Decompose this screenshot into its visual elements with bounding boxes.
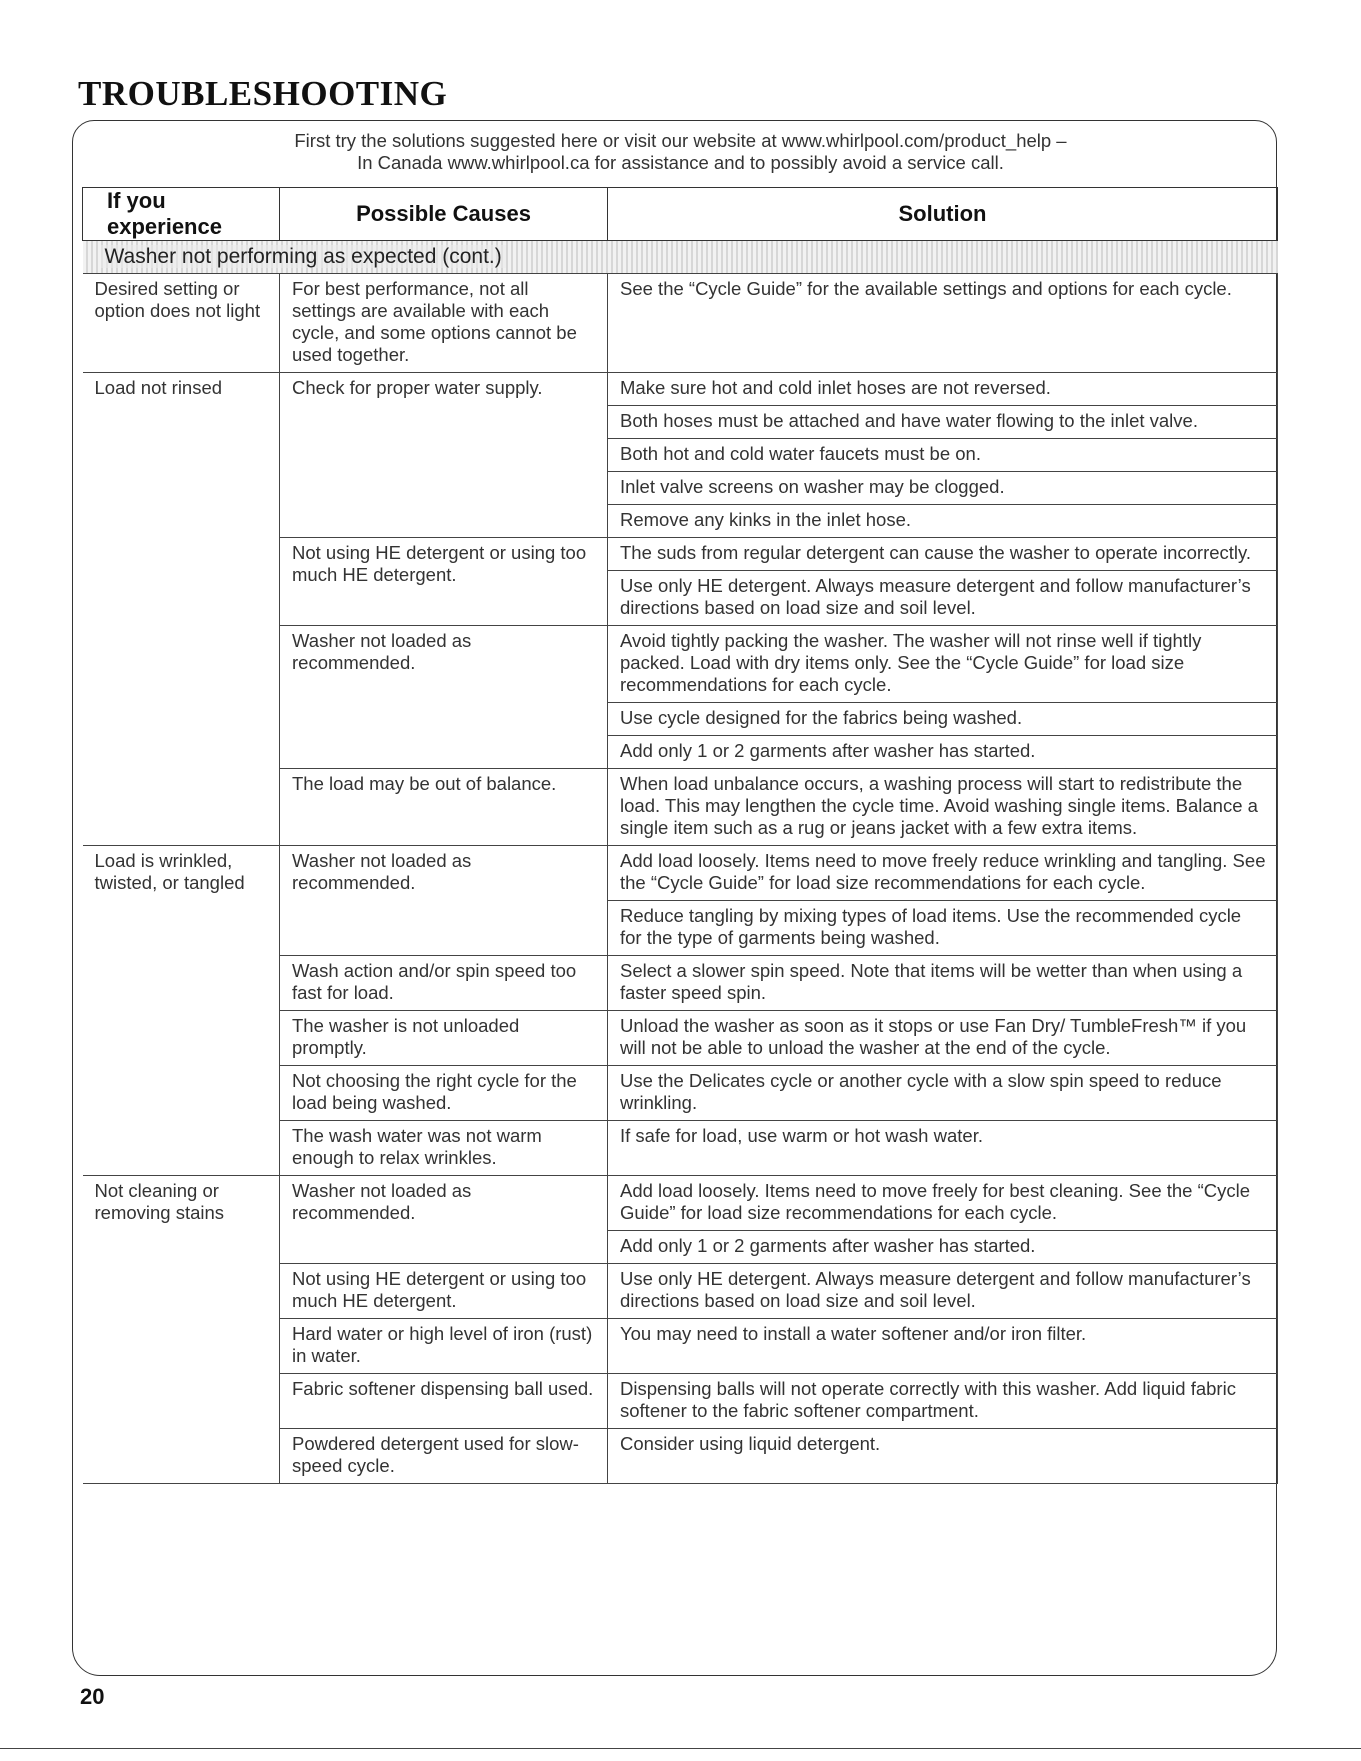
cause-cell: For best performance, not all settings are available with each cycle, and some options cannot be used together. <box>280 274 608 373</box>
solution-cell: Both hoses must be attached and have water flowing to the inlet valve. <box>608 406 1278 439</box>
cause-cell: Hard water or high level of iron (rust) in water. <box>280 1319 608 1374</box>
header-row <box>83 188 1278 241</box>
intro-line-2: In Canada www.whirlpool.ca for assistance and to possibly avoid a service call. <box>357 152 1004 173</box>
solution-cell: Avoid tightly packing the washer. The washer will not rinse well if tightly packed. Load with dry items only. See the “Cycle Guide” for load size recommendations for each cycle. <box>608 626 1278 703</box>
solution-cell: You may need to install a water softener and/or iron filter. <box>608 1319 1278 1374</box>
intro-text <box>0 130 1361 174</box>
section-row <box>83 241 1278 274</box>
intro-line-1: First try the solutions suggested here or visit our website at www.whirlpool.com/product_help – <box>294 130 1067 151</box>
cause-cell: Washer not loaded as recommended. <box>280 846 608 956</box>
solution-cell: Unload the washer as soon as it stops or use Fan Dry/ TumbleFresh™ if you will not be able to unload the washer at the end of the cycle. <box>608 1011 1278 1066</box>
table-header <box>83 188 1278 241</box>
cause-cell: Not choosing the right cycle for the load being washed. <box>280 1066 608 1121</box>
solution-cell: Add only 1 or 2 garments after washer has started. <box>608 1231 1278 1264</box>
cause-cell: Check for proper water supply. <box>280 373 608 538</box>
cause-cell: Not using HE detergent or using too much HE detergent. <box>280 538 608 626</box>
solution-cell: If safe for load, use warm or hot wash water. <box>608 1121 1278 1176</box>
section-label: Washer not performing as expected (cont.) <box>101 245 506 268</box>
solution-cell: Add load loosely. Items need to move freely reduce wrinkling and tangling. See the “Cycle Guide” for load size recommendations for each cycle. <box>608 846 1278 901</box>
solution-cell: Reduce tangling by mixing types of load items. Use the recommended cycle for the type of garments being washed. <box>608 901 1278 956</box>
table-row <box>83 1176 1278 1231</box>
cause-cell: Not using HE detergent or using too much HE detergent. <box>280 1264 608 1319</box>
symptom-cell: Load not rinsed <box>83 373 280 846</box>
header-experience: If you experience <box>83 188 280 241</box>
bottom-rule <box>0 1748 1361 1749</box>
solution-cell: Use only HE detergent. Always measure detergent and follow manufacturer’s directions based on load size and soil level. <box>608 1264 1278 1319</box>
page-number: 20 <box>80 1684 105 1709</box>
symptom-cell: Not cleaning or removing stains <box>83 1176 280 1484</box>
symptom-cell: Desired setting or option does not light <box>83 274 280 373</box>
cause-cell: Fabric softener dispensing ball used. <box>280 1374 608 1429</box>
solution-cell: When load unbalance occurs, a washing process will start to redistribute the load. This may lengthen the cycle time. Avoid washing single items. Balance a single item such as a rug or jeans jacket with a few extra items. <box>608 769 1278 846</box>
solution-cell: Use only HE detergent. Always measure detergent and follow manufacturer’s directions based on load size and soil level. <box>608 571 1278 626</box>
cause-cell: The washer is not unloaded promptly. <box>280 1011 608 1066</box>
cause-cell: Powdered detergent used for slow-speed cycle. <box>280 1429 608 1484</box>
page-title: TROUBLESHOOTING <box>78 74 448 113</box>
table-row <box>83 846 1278 901</box>
solution-cell: Use the Delicates cycle or another cycle with a slow spin speed to reduce wrinkling. <box>608 1066 1278 1121</box>
troubleshooting-table <box>82 187 1278 1484</box>
solution-cell: See the “Cycle Guide” for the available settings and options for each cycle. <box>608 274 1278 373</box>
solution-cell: Add only 1 or 2 garments after washer has started. <box>608 736 1278 769</box>
solution-cell: Inlet valve screens on washer may be clogged. <box>608 472 1278 505</box>
symptom-cell: Load is wrinkled, twisted, or tangled <box>83 846 280 1176</box>
cause-cell: The wash water was not warm enough to relax wrinkles. <box>280 1121 608 1176</box>
solution-cell: The suds from regular detergent can cause the washer to operate incorrectly. <box>608 538 1278 571</box>
header-solution: Solution <box>608 188 1278 241</box>
cause-cell: Washer not loaded as recommended. <box>280 1176 608 1264</box>
solution-cell: Dispensing balls will not operate correctly with this washer. Add liquid fabric softener to the fabric softener compartment. <box>608 1374 1278 1429</box>
solution-cell: Use cycle designed for the fabrics being washed. <box>608 703 1278 736</box>
cause-cell: Wash action and/or spin speed too fast for load. <box>280 956 608 1011</box>
solution-cell: Consider using liquid detergent. <box>608 1429 1278 1484</box>
section-header <box>83 241 1278 274</box>
solution-cell: Remove any kinks in the inlet hose. <box>608 505 1278 538</box>
cause-cell: Washer not loaded as recommended. <box>280 626 608 769</box>
solution-cell: Select a slower spin speed. Note that items will be wetter than when using a faster speed spin. <box>608 956 1278 1011</box>
solution-cell: Add load loosely. Items need to move freely for best cleaning. See the “Cycle Guide” for load size recommendations for each cycle. <box>608 1176 1278 1231</box>
solution-cell: Make sure hot and cold inlet hoses are not reversed. <box>608 373 1278 406</box>
solution-cell: Both hot and cold water faucets must be on. <box>608 439 1278 472</box>
header-causes: Possible Causes <box>280 188 608 241</box>
cause-cell: The load may be out of balance. <box>280 769 608 846</box>
table-body <box>83 241 1278 1484</box>
table-row <box>83 373 1278 406</box>
table-row <box>83 274 1278 373</box>
